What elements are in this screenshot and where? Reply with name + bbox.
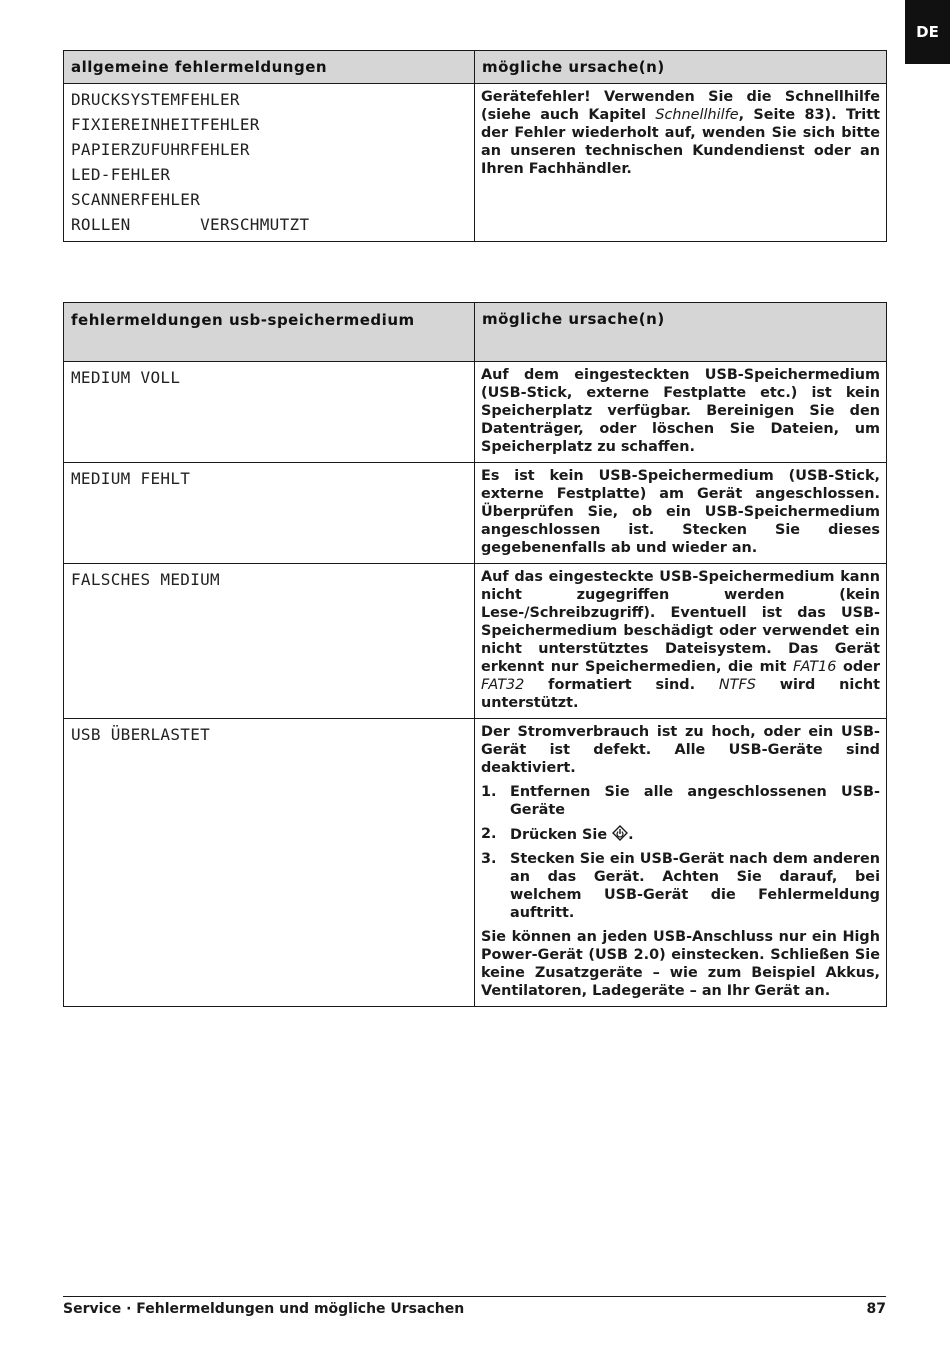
table-header-row [64, 303, 887, 362]
step-text: Stecken Sie ein USB-Gerät nach dem anderen an das Gerät. Achten Sie darauf, bei welchem USB-Gerät die Fehlermeldung auftritt. [510, 851, 880, 921]
start-key-icon [612, 825, 628, 841]
error-message: MEDIUM VOLL [64, 362, 475, 463]
table-row [64, 564, 887, 719]
table-header-row [64, 51, 887, 84]
error-message: LED-FEHLER [71, 165, 171, 184]
list-item [481, 783, 880, 819]
table-row [64, 84, 887, 242]
step-text: Entfernen Sie alle angeschlossenen USB-Geräte [510, 784, 880, 818]
error-message: SCANNERFEHLER [71, 190, 201, 209]
footer-divider [63, 1296, 886, 1297]
cause-description [475, 719, 887, 1007]
general-errors-table [63, 50, 887, 242]
filesystem-name: FAT32 [481, 677, 525, 693]
table-row [64, 362, 887, 463]
language-tab: DE [905, 0, 950, 64]
desc-intro: Der Stromverbrauch ist zu hoch, oder ein USB-Gerät ist defekt. Alle USB-Geräte sind deaktiviert. [481, 724, 880, 776]
cause-description: Auf das eingesteckte USB-Speichermedium kann nicht zugegriffen werden (kein Lese-/Schreibzugriff). Eventuell ist das USB-Speichermedium beschädigt oder verwendet ein nicht unterstütztes Dateisystem. Das Gerät erkennt nur Speichermedien, die mit FAT16 oder FAT32 formatiert sind. NTFS wird nicht unterstützt. [475, 564, 887, 719]
list-item [481, 850, 880, 922]
error-message: FIXIEREINHEITFEHLER [71, 115, 260, 134]
desc-text: , Seite 83). Tritt der Fehler wiederholt auf, wenden Sie sich bitte an unseren technischen Kundendienst oder an Ihren Fachhändler. [481, 107, 880, 177]
column-header-causes: mögliche ursache(n) [475, 51, 887, 84]
list-item [481, 825, 880, 844]
cause-description: Es ist kein USB-Speichermedium (USB-Stick, externe Festplatte) am Gerät angeschlossen. Überprüfen Sie, ob ein USB-Speichermedium angeschlossen ist. Stecken Sie dieses gegebenenfalls ab und wieder an. [475, 463, 887, 564]
error-message-list [64, 84, 475, 242]
cause-description [475, 84, 887, 242]
error-message: FALSCHES MEDIUM [64, 564, 475, 719]
filesystem-name: FAT16 [793, 659, 837, 675]
page-number: 87 [866, 1301, 886, 1317]
error-message: USB ÜBERLASTET [64, 719, 475, 1007]
error-message: DRUCKSYSTEMFEHLER [71, 90, 240, 109]
usb-errors-table [63, 302, 887, 1007]
cause-description: Auf dem eingesteckten USB-Speichermedium (USB-Stick, externe Festplatte etc.) ist kein Speicherplatz verfügbar. Bereinigen Sie den Datenträger, oder löschen Sie Dateien, um Speicherplatz zu schaffen. [475, 362, 887, 463]
column-header-messages: fehlermeldungen usb-speichermedium [64, 303, 475, 362]
desc-outro: Sie können an jeden USB-Anschluss nur ein High Power-Gerät (USB 2.0) einstecken. Schließen Sie keine Zusatzgeräte – wie zum Beispiel Akkus, Ventilatoren, Ladegeräte – an Ihr Gerät an. [481, 929, 880, 999]
step-number: 1. [481, 784, 497, 800]
step-number: 2. [481, 826, 497, 842]
step-text: Drücken Sie . [510, 827, 634, 843]
step-list [481, 783, 880, 922]
error-message: MEDIUM FEHLT [64, 463, 475, 564]
chapter-reference: Schnellhilfe [655, 107, 739, 123]
error-message: PAPIERZUFUHRFEHLER [71, 140, 250, 159]
table-row [64, 719, 887, 1007]
step-number: 3. [481, 851, 497, 867]
error-message: ROLLEN VERSCHMUTZT [71, 215, 310, 234]
footer-section-title: Service · Fehlermeldungen und mögliche Ursachen [63, 1301, 465, 1317]
column-header-causes: mögliche ursache(n) [475, 303, 887, 362]
column-header-messages: allgemeine fehlermeldungen [64, 51, 475, 84]
table-row [64, 463, 887, 564]
desc-text: Gerätefehler! Verwenden Sie die Schnellhilfe (siehe auch Kapitel [481, 89, 880, 123]
emphasis: ein [811, 929, 837, 945]
filesystem-name: NTFS [718, 677, 756, 693]
